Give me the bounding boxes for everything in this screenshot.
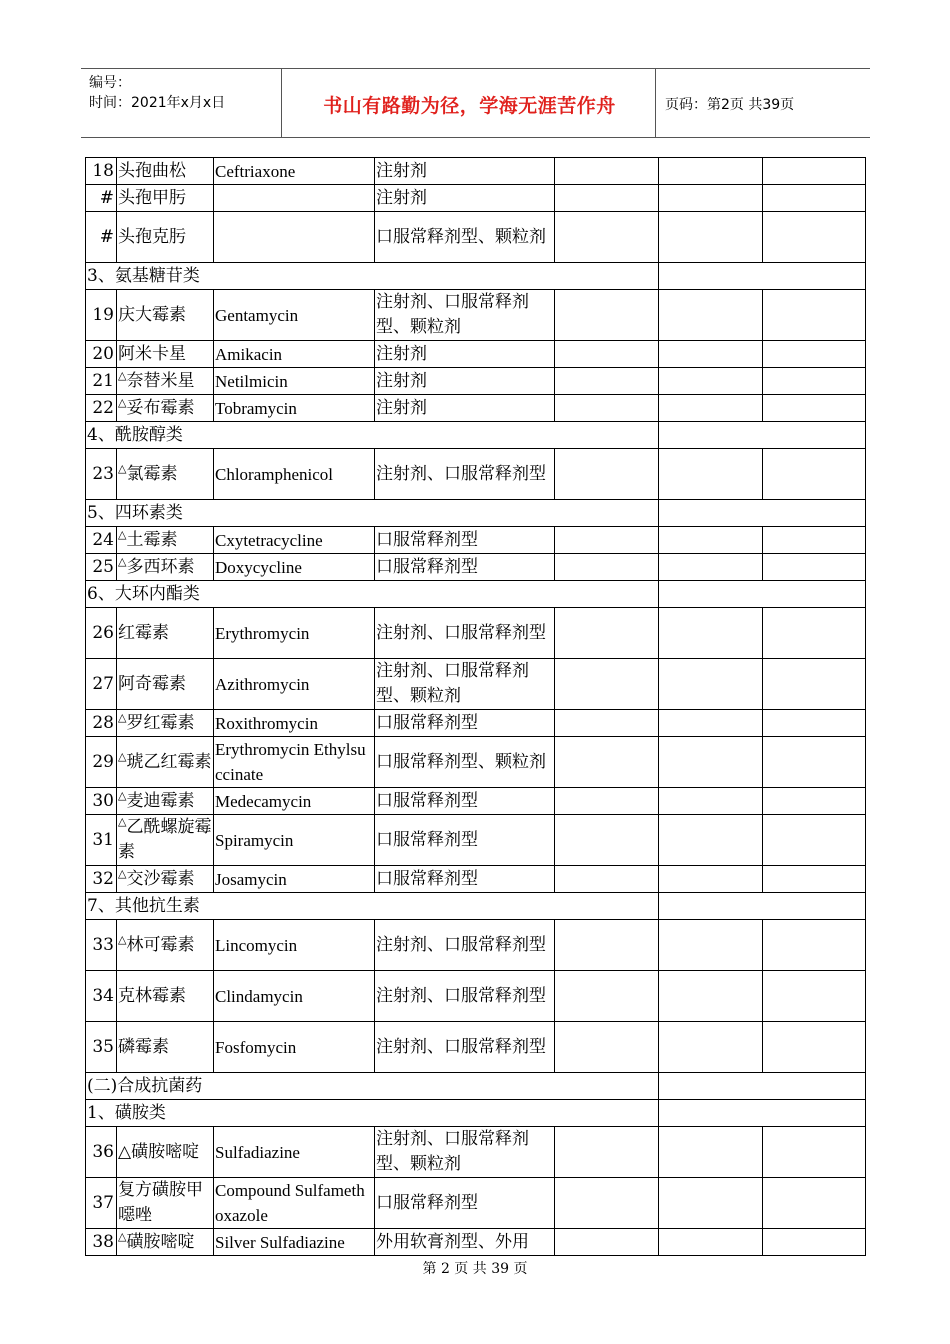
english-name: Compound Sulfamethoxazole [214,1178,375,1229]
empty-cell [659,158,763,185]
empty-cell [659,368,763,395]
row-number: 26 [86,608,117,659]
chinese-name [117,659,214,710]
restricted-mark-icon: △ [118,395,127,409]
dosage-form: 口服常释剂型 [375,710,555,737]
category-label: 6、大环内酯类 [86,581,659,608]
empty-cell [763,158,866,185]
table-row [86,737,866,788]
empty-cell [763,788,866,815]
chinese-name-text: 多西环素 [126,556,195,577]
chinese-name-text: 磷霉素 [118,1036,169,1057]
table-row [86,866,866,893]
empty-cell [659,395,763,422]
restricted-mark-icon: △ [118,554,127,568]
chinese-name [117,866,214,893]
row-number: # [86,212,117,263]
dosage-form: 口服常释剂型 [375,788,555,815]
chinese-name-text: 克林霉素 [118,985,186,1006]
row-number: 31 [86,815,117,866]
dosage-form: 注射剂 [375,185,555,212]
english-name: Clindamycin [214,971,375,1022]
dosage-form: 注射剂、口服常释剂型、颗粒剂 [375,659,555,710]
empty-cell [555,368,659,395]
table-row [86,290,866,341]
row-number: # [86,185,117,212]
chinese-name [117,449,214,500]
table-row [86,212,866,263]
row-number: 25 [86,554,117,581]
row-number: 34 [86,971,117,1022]
category-row [86,1100,866,1127]
header-page-info: 页码：第2页 共39页 [665,97,795,113]
chinese-name-text: 红霉素 [118,622,169,643]
restricted-mark-icon: △ [118,1229,127,1243]
drug-catalog-table [85,157,866,1256]
dosage-form: 口服常释剂型 [375,866,555,893]
empty-cell [659,866,763,893]
restricted-mark-icon: △ [118,710,127,724]
empty-cell [763,212,866,263]
chinese-name [117,554,214,581]
english-name [214,185,375,212]
empty-cell [555,1022,659,1073]
row-number: 28 [86,710,117,737]
chinese-name [117,1229,214,1256]
restricted-mark-icon: △ [118,461,127,475]
category-row [86,422,866,449]
empty-cell [659,608,763,659]
empty-cell [555,815,659,866]
chinese-name-text: 复方磺胺甲噁唑 [118,1180,203,1225]
english-name: Gentamycin [214,290,375,341]
row-number: 29 [86,737,117,788]
chinese-name-text: 麦迪霉素 [126,790,195,811]
empty-cell [763,1229,866,1256]
english-name: Netilmicin [214,368,375,395]
chinese-name-text: 庆大霉素 [118,304,186,325]
table-row [86,1127,866,1178]
english-name: Fosfomycin [214,1022,375,1073]
table-row [86,788,866,815]
empty-cell [659,422,866,449]
table-row [86,659,866,710]
dosage-form: 注射剂 [375,341,555,368]
row-number: 19 [86,290,117,341]
restricted-mark-icon: △ [118,527,127,541]
chinese-name [117,290,214,341]
empty-cell [763,1127,866,1178]
dosage-form: 口服常释剂型、颗粒剂 [375,212,555,263]
page-footer: 第 2 页 共 39 页 [422,1261,528,1277]
chinese-name-text: 奈替米星 [126,370,195,391]
row-number: 22 [86,395,117,422]
empty-cell [555,866,659,893]
table-row [86,341,866,368]
row-number: 36 [86,1127,117,1178]
empty-cell [555,527,659,554]
table-row [86,971,866,1022]
empty-cell [659,971,763,1022]
empty-cell [763,737,866,788]
header-motto: 书山有路勤为径，学海无涯苦作舟 [323,95,616,117]
chinese-name-text: 头孢曲松 [118,160,186,181]
empty-cell [659,815,763,866]
english-name: Medecamycin [214,788,375,815]
empty-cell [763,815,866,866]
empty-cell [763,554,866,581]
chinese-name-text: 妥布霉素 [126,397,195,418]
chinese-name [117,158,214,185]
english-name: Spiramycin [214,815,375,866]
empty-cell [659,893,866,920]
row-number: 20 [86,341,117,368]
empty-cell [659,737,763,788]
empty-cell [555,710,659,737]
table-row [86,608,866,659]
table-row [86,1022,866,1073]
empty-cell [555,449,659,500]
row-number: 23 [86,449,117,500]
chinese-name-text: 头孢克肟 [118,226,186,247]
chinese-name-text: 磺胺嘧啶 [126,1231,195,1252]
chinese-name-text: 乙酰螺旋霉素 [118,817,212,862]
category-row [86,893,866,920]
table-row [86,395,866,422]
document-number-label: 编号： [89,75,131,91]
restricted-mark-icon: △ [118,866,127,880]
category-row [86,500,866,527]
english-name: Azithromycin [214,659,375,710]
row-number: 32 [86,866,117,893]
table-row [86,368,866,395]
table-row [86,1229,866,1256]
dosage-form: 口服常释剂型 [375,554,555,581]
dosage-form: 口服常释剂型 [375,1178,555,1229]
category-label: (二)合成抗菌药 [86,1073,659,1100]
table-row [86,710,866,737]
empty-cell [659,527,763,554]
dosage-form: 口服常释剂型 [375,815,555,866]
empty-cell [659,341,763,368]
empty-cell [659,263,866,290]
dosage-form: 注射剂、口服常释剂型、颗粒剂 [375,290,555,341]
english-name: Tobramycin [214,395,375,422]
row-number: 33 [86,920,117,971]
english-name: Josamycin [214,866,375,893]
empty-cell [763,527,866,554]
row-number: 27 [86,659,117,710]
chinese-name [117,1022,214,1073]
english-name: Erythromycin Ethylsuccinate [214,737,375,788]
row-number: 24 [86,527,117,554]
empty-cell [763,290,866,341]
chinese-name [117,527,214,554]
empty-cell [555,1229,659,1256]
table-row [86,554,866,581]
chinese-name [117,815,214,866]
empty-cell [659,449,763,500]
chinese-name-text: 罗红霉素 [126,712,195,733]
english-name: Amikacin [214,341,375,368]
english-name: Silver Sulfadiazine [214,1229,375,1256]
drug-table-body [86,158,866,1256]
english-name: Erythromycin [214,608,375,659]
dosage-form: 口服常释剂型、颗粒剂 [375,737,555,788]
english-name: Cxytetracycline [214,527,375,554]
category-label: 4、酰胺醇类 [86,422,659,449]
empty-cell [659,1229,763,1256]
row-number: 38 [86,1229,117,1256]
dosage-form: 注射剂、口服常释剂型 [375,449,555,500]
header-divider [281,69,282,137]
english-name: Ceftriaxone [214,158,375,185]
chinese-name [117,710,214,737]
chinese-name [117,920,214,971]
dosage-form: 口服常释剂型 [375,527,555,554]
chinese-name [117,395,214,422]
empty-cell [659,554,763,581]
empty-cell [555,608,659,659]
empty-cell [555,290,659,341]
empty-cell [763,1022,866,1073]
empty-cell [555,1127,659,1178]
table-row [86,920,866,971]
empty-cell [659,920,763,971]
dosage-form: 外用软膏剂型、外用 [375,1229,555,1256]
empty-cell [555,395,659,422]
chinese-name-text: 阿米卡星 [118,343,186,364]
empty-cell [659,1127,763,1178]
restricted-mark-icon: △ [118,788,127,802]
empty-cell [659,1100,866,1127]
chinese-name-text: 琥乙红霉素 [126,751,212,772]
empty-cell [555,158,659,185]
chinese-name [117,1178,214,1229]
chinese-name-text: 氯霉素 [126,463,178,484]
empty-cell [555,788,659,815]
chinese-name [117,368,214,395]
table-row [86,527,866,554]
empty-cell [555,737,659,788]
empty-cell [763,920,866,971]
empty-cell [555,341,659,368]
empty-cell [659,581,866,608]
row-number: 37 [86,1178,117,1229]
english-name: Chloramphenicol [214,449,375,500]
english-name: Sulfadiazine [214,1127,375,1178]
row-number: 21 [86,368,117,395]
empty-cell [555,185,659,212]
chinese-name [117,185,214,212]
chinese-name [117,788,214,815]
empty-cell [763,185,866,212]
restricted-mark-icon: △ [118,749,127,763]
empty-cell [763,449,866,500]
empty-cell [555,920,659,971]
chinese-name [117,1127,214,1178]
empty-cell [763,341,866,368]
dosage-form: 注射剂、口服常释剂型、颗粒剂 [375,1127,555,1178]
header-divider [655,69,656,137]
empty-cell [555,212,659,263]
row-number: 18 [86,158,117,185]
chinese-name-text: 土霉素 [126,529,178,550]
chinese-name-text: △磺胺嘧啶 [118,1141,200,1162]
chinese-name [117,212,214,263]
empty-cell [763,971,866,1022]
empty-cell [659,1022,763,1073]
empty-cell [555,659,659,710]
english-name: Lincomycin [214,920,375,971]
dosage-form: 注射剂、口服常释剂型 [375,920,555,971]
header-meta [89,73,225,113]
english-name: Roxithromycin [214,710,375,737]
chinese-name-text: 林可霉素 [126,934,195,955]
chinese-name-text: 阿奇霉素 [118,673,186,694]
category-label: 1、磺胺类 [86,1100,659,1127]
empty-cell [659,1178,763,1229]
page-header [81,68,870,138]
table-row [86,449,866,500]
restricted-mark-icon: △ [118,932,127,946]
empty-cell [763,1178,866,1229]
empty-cell [763,368,866,395]
chinese-name-text: 交沙霉素 [126,868,195,889]
empty-cell [555,1178,659,1229]
table-row [86,158,866,185]
table-row [86,815,866,866]
empty-cell [659,1073,866,1100]
empty-cell [555,971,659,1022]
chinese-name [117,737,214,788]
empty-cell [659,185,763,212]
english-name [214,212,375,263]
category-row [86,263,866,290]
chinese-name [117,341,214,368]
dosage-form: 注射剂、口服常释剂型 [375,608,555,659]
category-label: 7、其他抗生素 [86,893,659,920]
empty-cell [659,659,763,710]
empty-cell [659,500,866,527]
table-row [86,185,866,212]
restricted-mark-icon: △ [118,815,127,828]
dosage-form: 注射剂、口服常释剂型 [375,971,555,1022]
english-name: Doxycycline [214,554,375,581]
empty-cell [659,710,763,737]
dosage-form: 注射剂 [375,368,555,395]
chinese-name-text: 头孢甲肟 [118,187,186,208]
document-date: 时间：2021年x月x日 [89,95,226,111]
dosage-form: 注射剂 [375,158,555,185]
category-label: 5、四环素类 [86,500,659,527]
row-number: 30 [86,788,117,815]
category-row [86,1073,866,1100]
empty-cell [763,866,866,893]
dosage-form: 注射剂 [375,395,555,422]
empty-cell [659,212,763,263]
empty-cell [555,554,659,581]
empty-cell [659,788,763,815]
table-row [86,1178,866,1229]
chinese-name [117,608,214,659]
dosage-form: 注射剂、口服常释剂型 [375,1022,555,1073]
row-number: 35 [86,1022,117,1073]
empty-cell [763,710,866,737]
empty-cell [763,395,866,422]
empty-cell [659,290,763,341]
empty-cell [763,608,866,659]
category-row [86,581,866,608]
category-label: 3、氨基糖苷类 [86,263,659,290]
chinese-name [117,971,214,1022]
empty-cell [763,659,866,710]
restricted-mark-icon: △ [118,368,127,382]
